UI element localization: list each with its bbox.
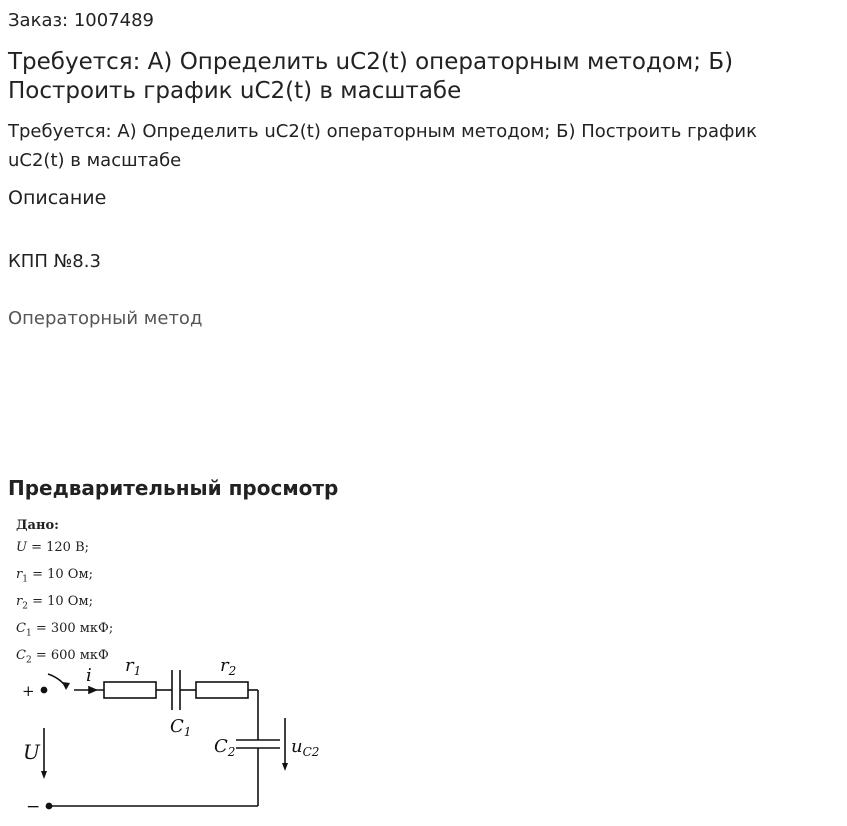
r2-label: $r_2$ [220, 655, 237, 678]
order-number: Заказ: 1007489 [8, 10, 154, 31]
terminal-minus-dot [46, 803, 51, 808]
preview-heading: Предварительный просмотр [8, 476, 339, 500]
switch-arrowhead [62, 682, 70, 690]
given-item-u: U = 120 В; [16, 539, 90, 555]
given-heading: Дано: [16, 518, 59, 533]
circuit-diagram [0, 640, 340, 820]
u-label: U [23, 740, 40, 764]
c2-label: $C_2$ [214, 736, 236, 759]
minus-sign: − [26, 797, 41, 817]
description-method: Операторный метод [8, 308, 203, 329]
terminal-plus-dot [41, 687, 46, 692]
given-item-r1: $r_1 = 10$ Ом; [16, 566, 93, 585]
given-item-c1: $C_1 = 300$ мкФ; [16, 620, 114, 639]
page-title: Требуется: А) Определить uC2(t) операторным методом; Б) Построить график uC2(t) в масштабе [8, 49, 734, 104]
plus-sign: + [22, 682, 35, 700]
given-item-r2: $r_2 = 10$ Ом; [16, 593, 93, 612]
c1-label: $C_1$ [170, 716, 192, 739]
current-arrow [89, 687, 96, 693]
task-subtitle: Требуется: А) Определить uC2(t) операторным методом; Б) Построить график uC2(t) в масштабе [8, 121, 757, 171]
r1-label: $r_1$ [125, 655, 142, 678]
resistor-r2 [196, 682, 248, 698]
uc2-label: $u_{C2}$ [291, 736, 320, 759]
current-label: i [86, 665, 92, 686]
given-item-c2: $C_2 = 600$ мкФ [16, 647, 109, 666]
description-heading: Описание [8, 187, 107, 209]
description-code: КПП №8.3 [8, 251, 101, 272]
resistor-r1 [104, 682, 156, 698]
